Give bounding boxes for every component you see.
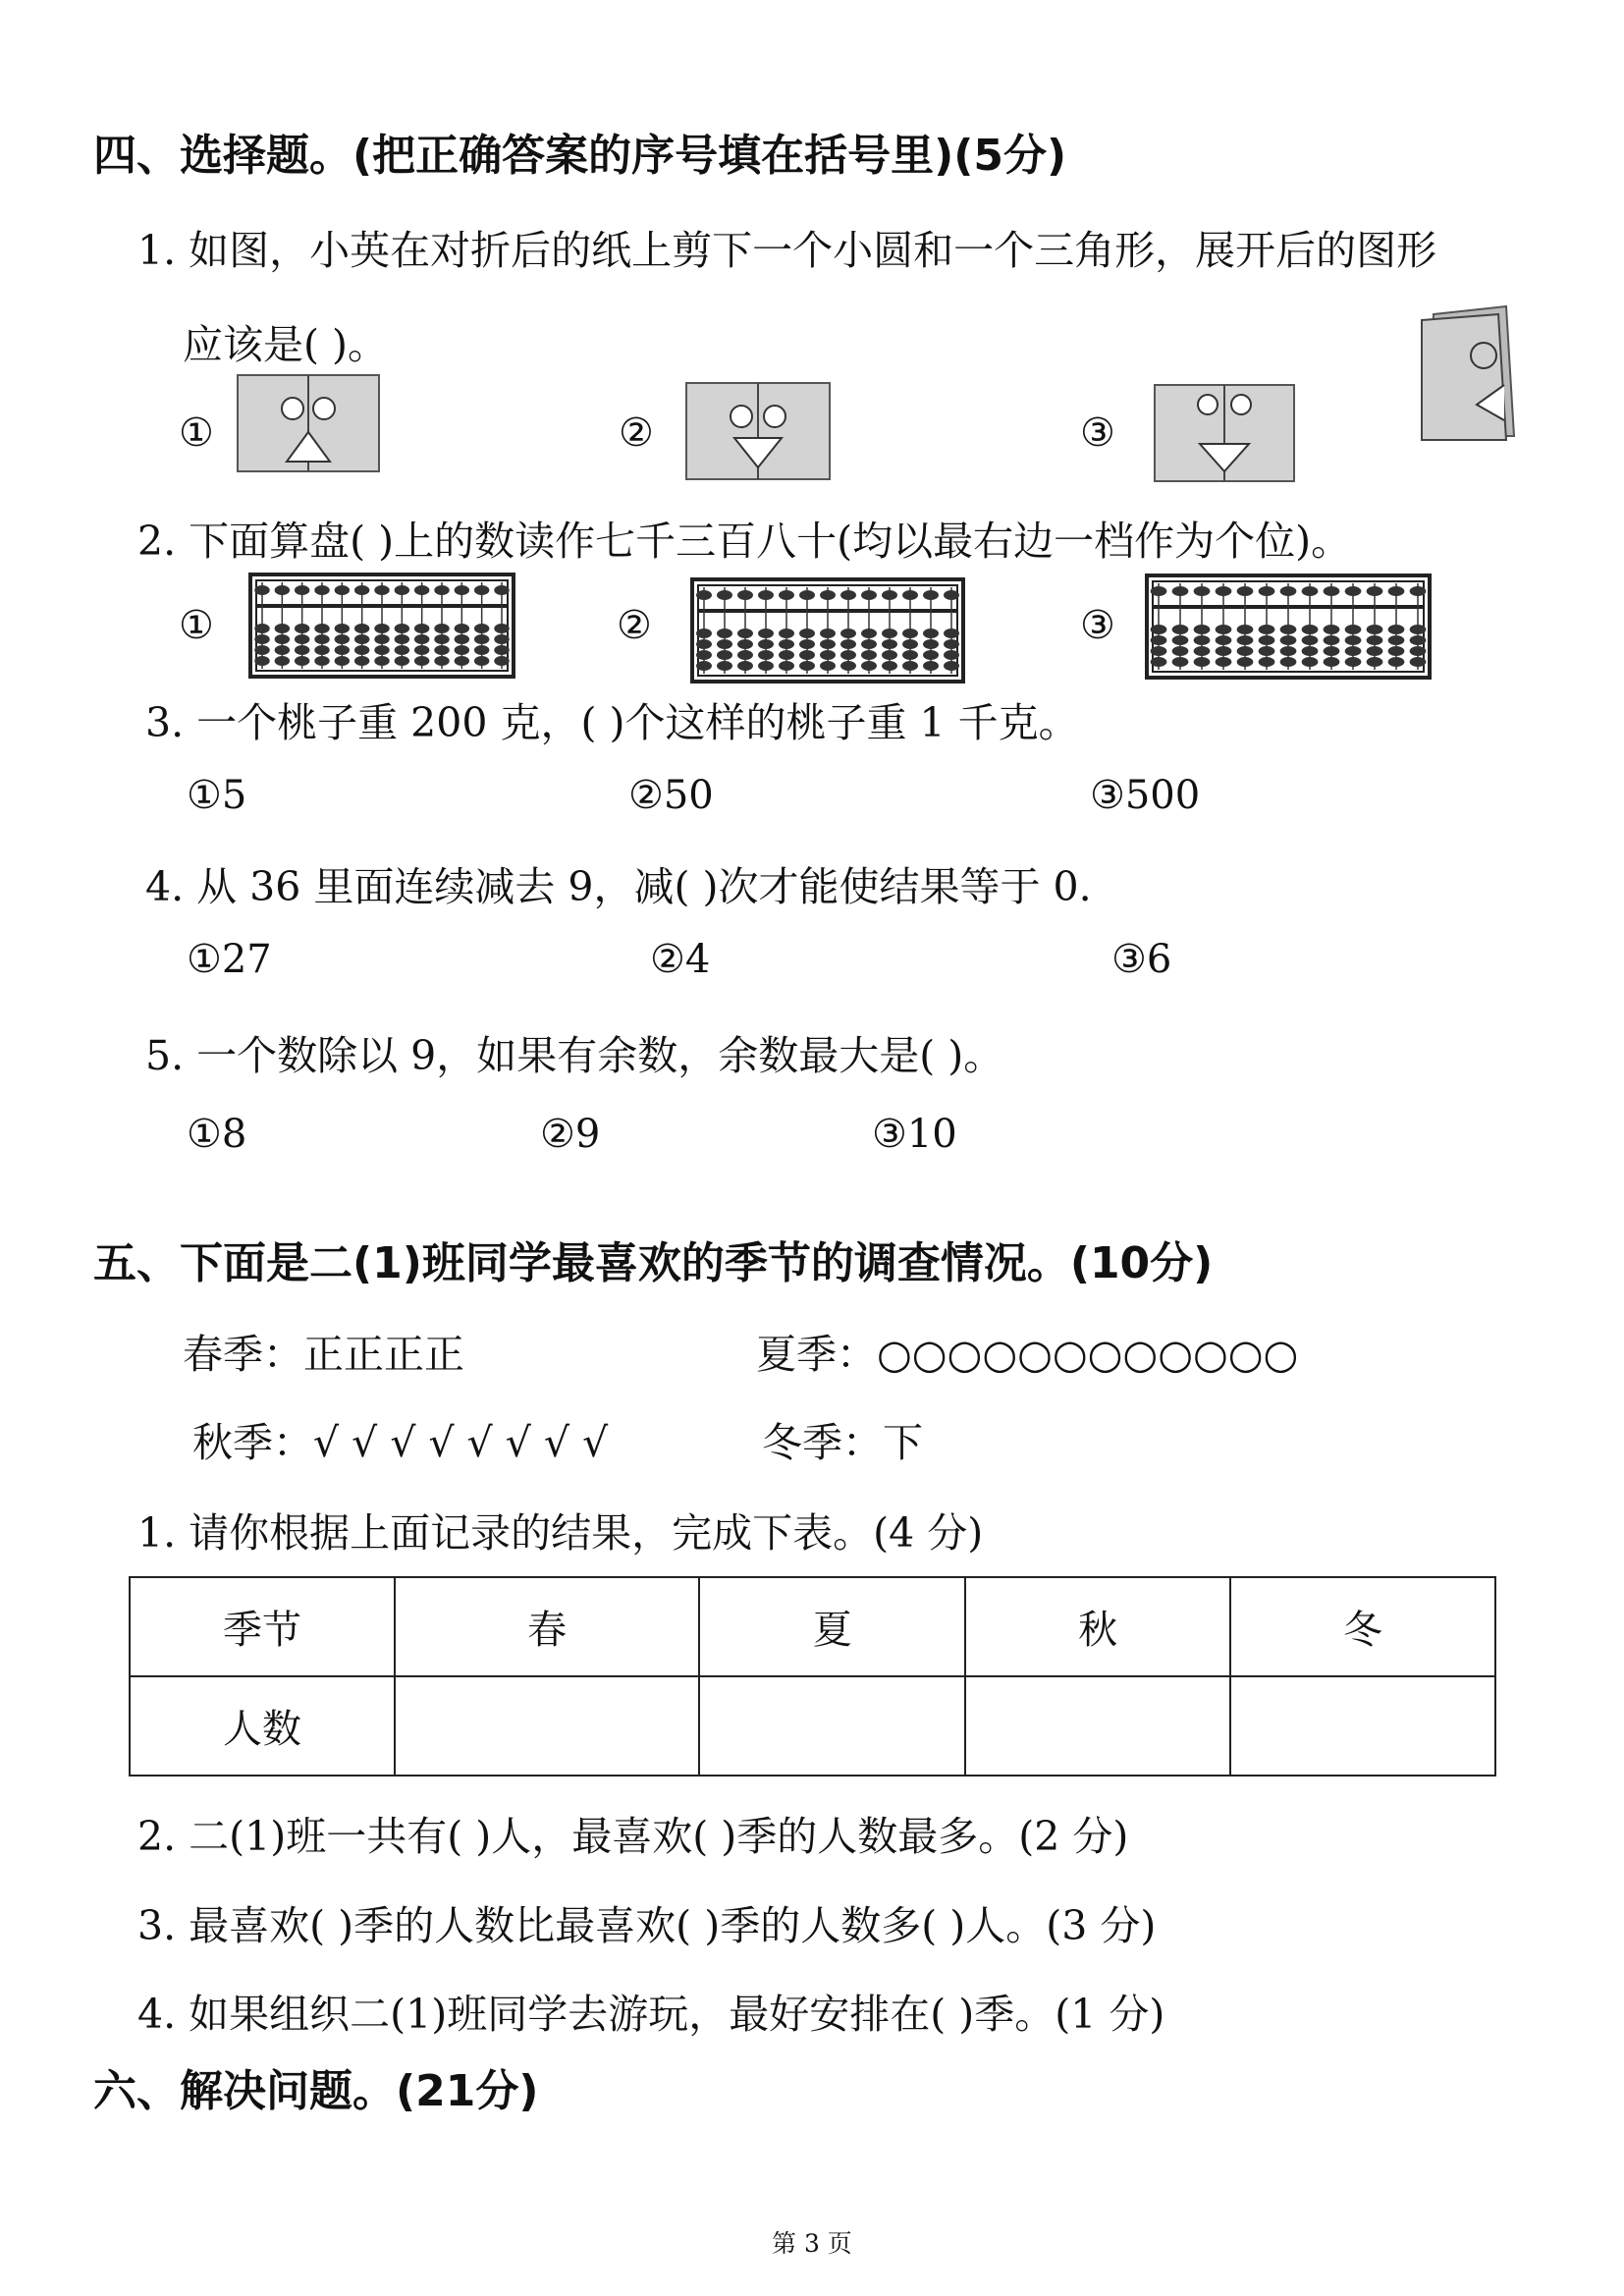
table-row-seasons bbox=[130, 1577, 1495, 1676]
q1-option-2-figure bbox=[684, 381, 832, 481]
s5-q4-text: 4. 如果组织二(1)班同学去游玩，最好安排在( )季。(1 分) bbox=[137, 1991, 1165, 2038]
q1-option-3-label: ③ bbox=[1080, 410, 1115, 456]
s5-q1-text: 1. 请你根据上面记录的结果，完成下表。(4 分) bbox=[137, 1509, 984, 1557]
q1-option-3-figure bbox=[1153, 383, 1296, 483]
abacus-2-figure bbox=[690, 577, 965, 683]
record-summer: 夏季：○○○○○○○○○○○○ bbox=[756, 1331, 1299, 1378]
q2-option-1-label: ① bbox=[179, 603, 214, 648]
table-header-cell: 秋 bbox=[965, 1577, 1230, 1676]
q4-option-1: ①27 bbox=[187, 937, 272, 982]
s5-q2-text: 2. 二(1)班一共有( )人，最喜欢( )季的人数最多。(2 分) bbox=[137, 1813, 1129, 1860]
q1-line1: 1. 如图，小英在对折后的纸上剪下一个小圆和一个三角形，展开后的图形 bbox=[137, 227, 1437, 274]
record-spring: 春季：正正正正 bbox=[183, 1331, 464, 1378]
s5-q3-text: 3. 最喜欢( )季的人数比最喜欢( )季的人数多( )人。(3 分) bbox=[137, 1902, 1157, 1949]
count-cell-spring[interactable] bbox=[395, 1676, 699, 1776]
section5-heading: 五、下面是二(1)班同学最喜欢的季节的调查情况。(10分) bbox=[93, 1238, 1214, 1288]
season-count-table bbox=[129, 1576, 1496, 1777]
q1-line2: 应该是( )。 bbox=[183, 321, 389, 368]
table-header-cell: 季节 bbox=[130, 1577, 395, 1676]
q1-option-1-figure bbox=[236, 373, 381, 473]
table-header-cell: 春 bbox=[395, 1577, 699, 1676]
q5-text: 5. 一个数除以 9，如果有余数，余数最大是( )。 bbox=[145, 1032, 1004, 1079]
q3-option-1: ①5 bbox=[187, 773, 247, 818]
count-cell-autumn[interactable] bbox=[965, 1676, 1230, 1776]
q3-text: 3. 一个桃子重 200 克，( )个这样的桃子重 1 千克。 bbox=[145, 699, 1079, 746]
table-row-label: 人数 bbox=[130, 1676, 395, 1776]
q4-option-2: ②4 bbox=[650, 937, 711, 982]
q4-text: 4. 从 36 里面连续减去 9，减( )次才能使结果等于 0. bbox=[145, 863, 1092, 910]
q2-option-2-label: ② bbox=[617, 603, 652, 648]
q2-text: 2. 下面算盘( )上的数读作七千三百八十(均以最右边一档作为个位)。 bbox=[137, 518, 1352, 565]
record-winter: 冬季：下 bbox=[762, 1419, 923, 1466]
q5-option-3: ③10 bbox=[872, 1112, 957, 1157]
q4-option-3: ③6 bbox=[1111, 937, 1172, 982]
q1-option-2-label: ② bbox=[619, 410, 654, 456]
q5-option-1: ①8 bbox=[187, 1112, 247, 1157]
table-header-cell: 夏 bbox=[699, 1577, 965, 1676]
q3-option-3: ③500 bbox=[1090, 773, 1201, 818]
table-row-counts bbox=[130, 1676, 1495, 1776]
folded-paper-figure bbox=[1416, 301, 1526, 446]
table-header-cell: 冬 bbox=[1230, 1577, 1495, 1676]
q1-option-1-label: ① bbox=[179, 410, 214, 456]
page-number: 第 3 页 bbox=[772, 2229, 852, 2258]
record-autumn: 秋季：√ √ √ √ √ √ √ √ bbox=[192, 1419, 609, 1466]
q5-option-2: ②9 bbox=[540, 1112, 601, 1157]
count-cell-winter[interactable] bbox=[1230, 1676, 1495, 1776]
abacus-3-figure bbox=[1145, 574, 1432, 680]
section4-heading: 四、选择题。(把正确答案的序号填在括号里)(5分) bbox=[93, 131, 1067, 181]
q2-option-3-label: ③ bbox=[1080, 603, 1115, 648]
count-cell-summer[interactable] bbox=[699, 1676, 965, 1776]
section6-heading: 六、解决问题。(21分) bbox=[93, 2066, 539, 2116]
abacus-1-figure bbox=[248, 573, 515, 679]
q3-option-2: ②50 bbox=[628, 773, 714, 818]
